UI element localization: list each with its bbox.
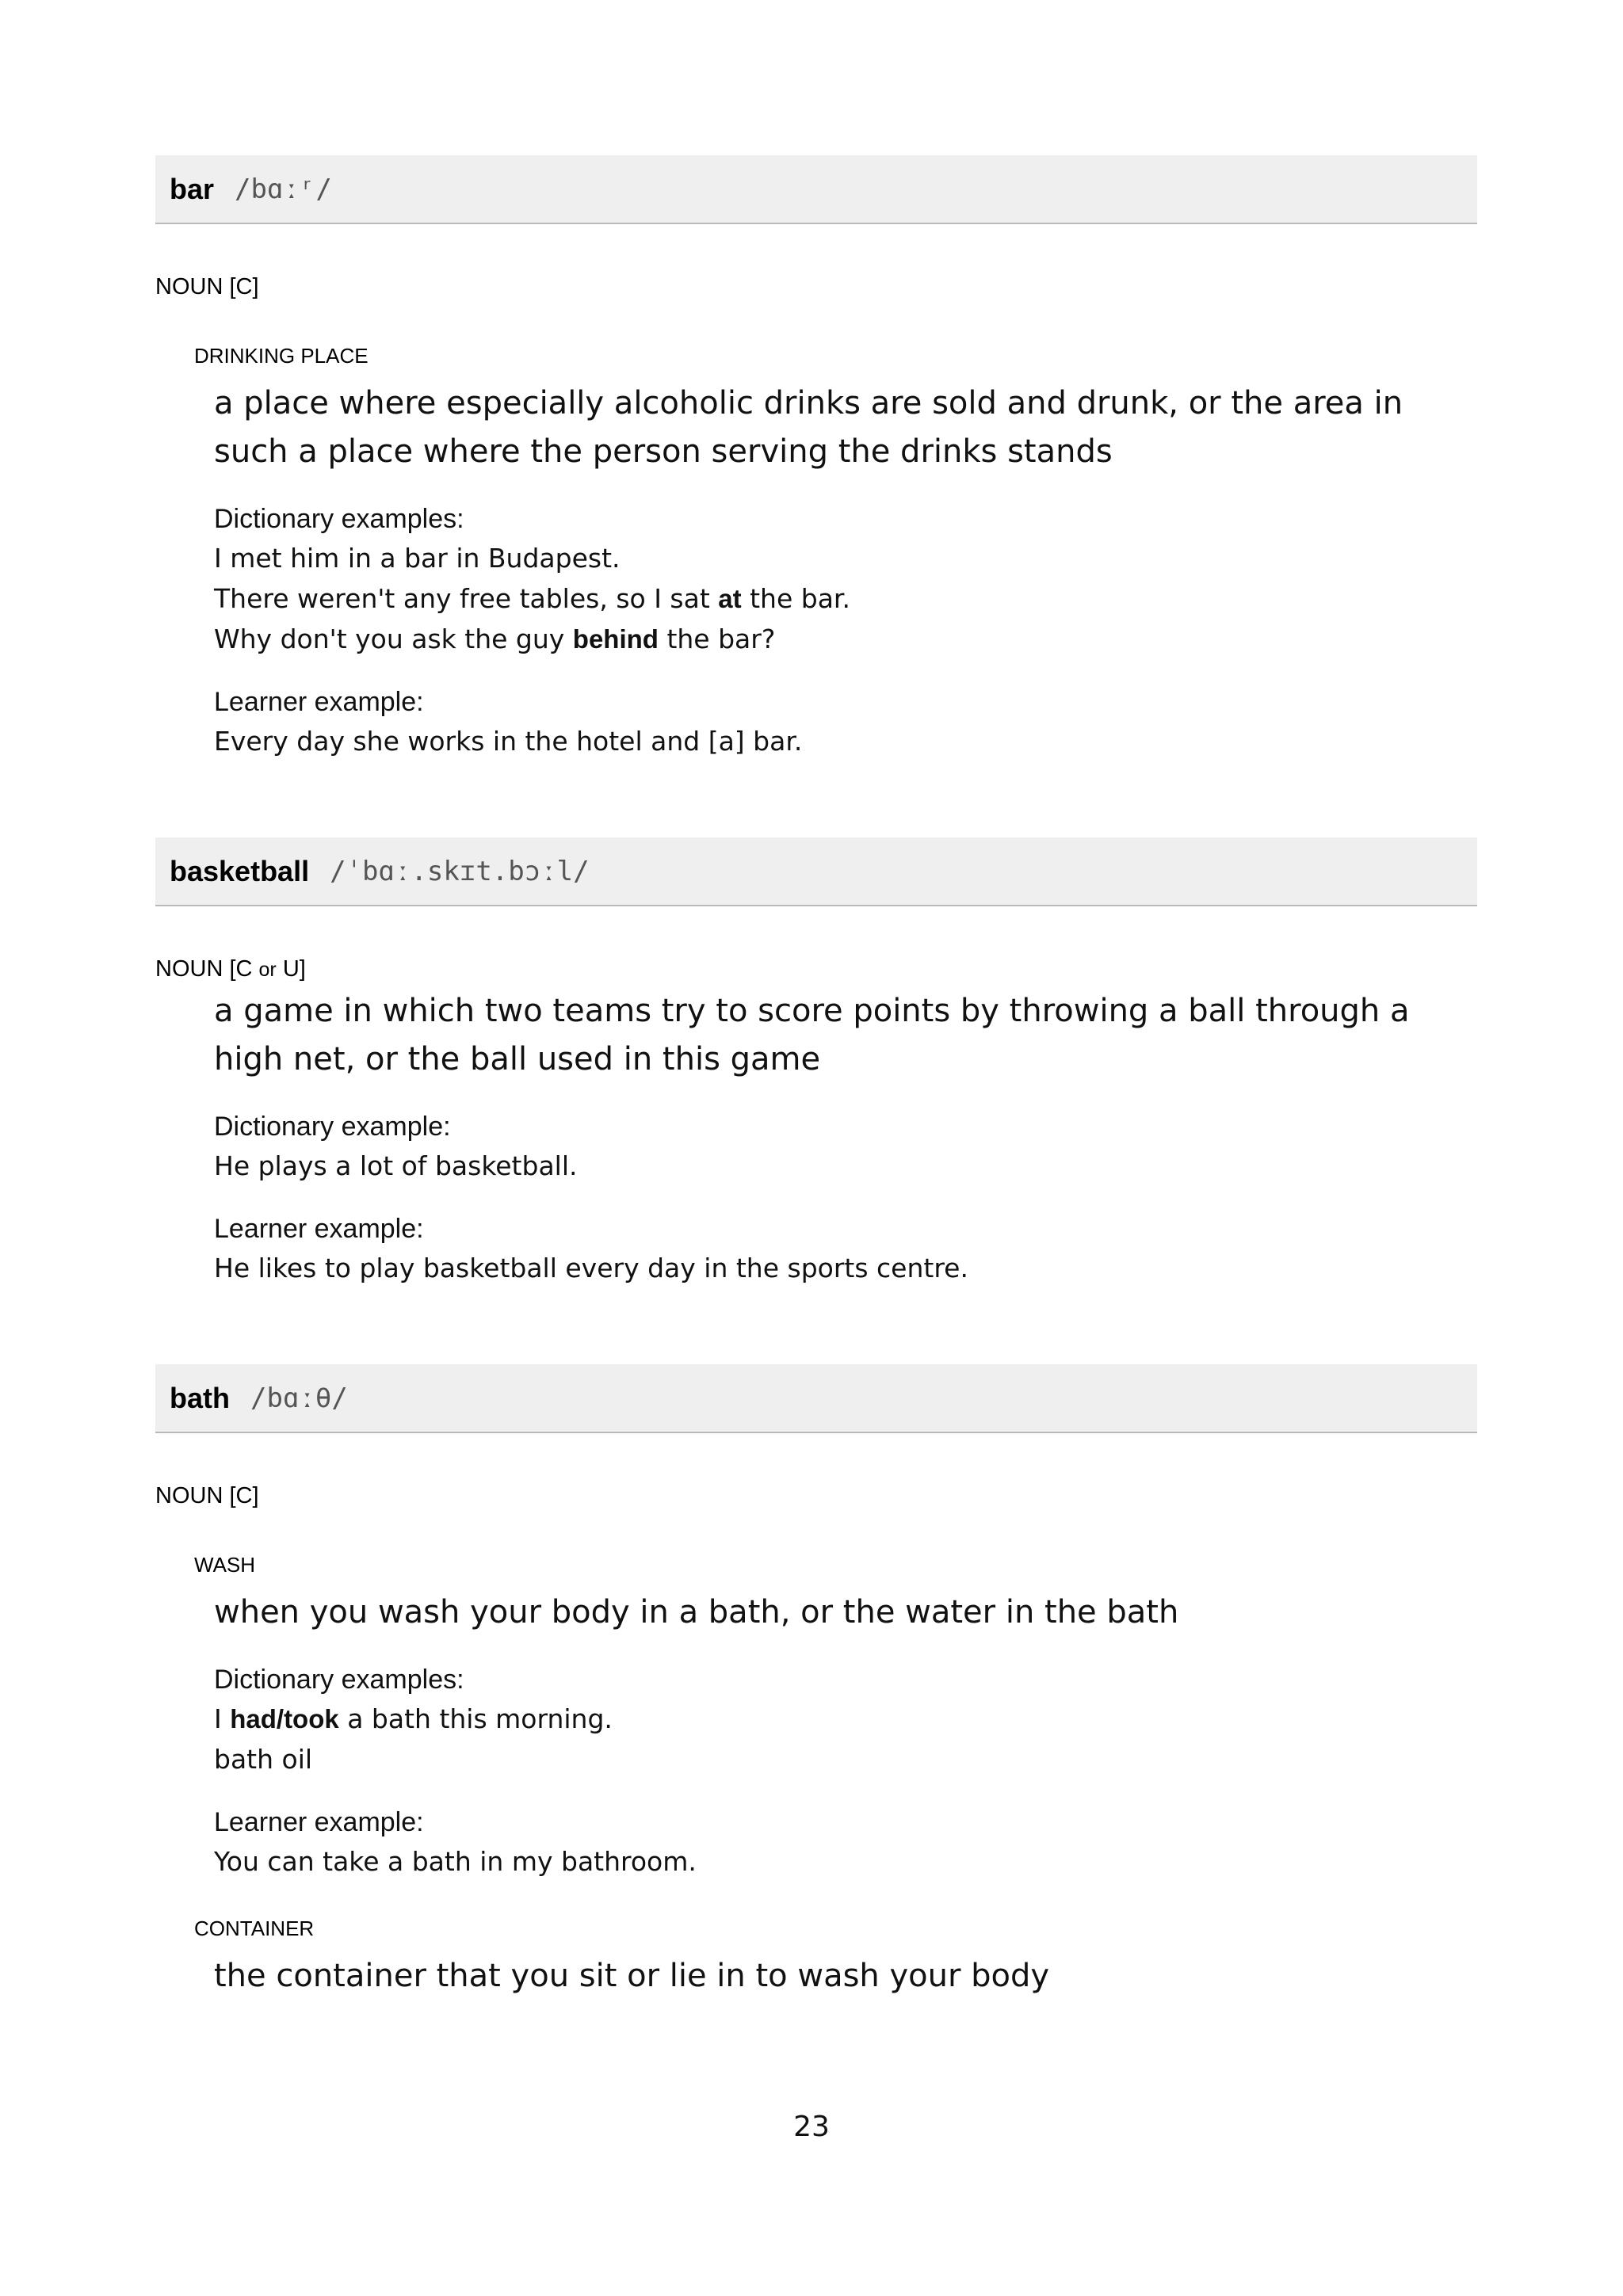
dictionary-example: [214, 619, 1477, 659]
example-keyword: behind: [572, 624, 659, 654]
headword: bath: [170, 1381, 230, 1414]
example-text: I: [214, 1703, 231, 1734]
headword: basketball: [170, 854, 310, 887]
dictionary-example: [214, 538, 1477, 578]
dictionary-page: [155, 155, 1477, 2000]
page-number: 23: [793, 2111, 830, 2143]
dictionary-example: [214, 578, 1477, 619]
entry-bath: [155, 1364, 1477, 2000]
learner-example: You can take a bath in my bathroom.: [214, 1846, 697, 1877]
sense-label: DRINKING PLACE: [194, 344, 369, 368]
dictionary-examples-heading: Dictionary examples:: [214, 504, 464, 534]
dictionary-examples-heading: Dictionary example:: [214, 1112, 451, 1142]
entry-basketball: [155, 837, 1477, 1288]
learner-example: Every day she works in the hotel and [a] bar.: [214, 726, 803, 757]
learner-example-heading: Learner example:: [214, 1214, 424, 1244]
learner-example-heading: Learner example:: [214, 1807, 424, 1837]
learner-example-heading: Learner example:: [214, 687, 424, 717]
pos-label: NOUN: [155, 956, 223, 982]
headword: bar: [170, 172, 215, 205]
grammar-code: [C]: [229, 274, 259, 299]
example-text: bath oil: [214, 1744, 313, 1775]
entry-header: [155, 837, 1477, 906]
definition: the container that you sit or lie in to wash your body: [214, 1958, 1050, 1994]
dictionary-example: [214, 1146, 1477, 1186]
sense-label: CONTAINER: [194, 1917, 315, 1940]
pronunciation: /bɑːʳ/: [235, 173, 332, 205]
definition: a game in which two teams try to score points by throwing a ball through a high net, or the ball used in this game: [214, 993, 1410, 1077]
example-keyword: had/took: [230, 1704, 339, 1733]
grammar-code: [C]: [229, 1483, 259, 1508]
sense-label: WASH: [194, 1553, 256, 1577]
grammar-code: [C: [229, 956, 253, 982]
example-text: the bar.: [741, 583, 850, 614]
dictionary-examples-heading: Dictionary examples:: [214, 1665, 464, 1695]
entry-bar: [155, 155, 1477, 761]
example-text: He plays a lot of basketball.: [214, 1150, 578, 1181]
pos-label: NOUN: [155, 1483, 223, 1508]
grammar-code: U]: [282, 956, 306, 982]
dictionary-example: [214, 1699, 1477, 1739]
example-text: the bar?: [658, 624, 776, 654]
pronunciation: /ˈbɑː.skɪt.bɔːl/: [330, 855, 590, 887]
example-keyword: at: [718, 584, 742, 613]
entry-header: [155, 155, 1477, 224]
pos-label: NOUN: [155, 274, 223, 299]
dictionary-example: [214, 1739, 1477, 1779]
part-of-speech: [155, 956, 1477, 982]
pronunciation: /bɑːθ/: [250, 1382, 348, 1414]
example-text: I met him in a bar in Budapest.: [214, 543, 621, 574]
part-of-speech: [155, 1483, 1477, 1509]
example-text: a bath this morning.: [338, 1703, 613, 1734]
entry-header: [155, 1364, 1477, 1433]
grammar-or: or: [258, 959, 277, 981]
example-text: Why don't you ask the guy: [214, 624, 573, 654]
part-of-speech: [155, 274, 1477, 300]
definition: a place where especially alcoholic drinks are sold and drunk, or the area in such a place where the person serving the drinks stands: [214, 385, 1403, 470]
definition: when you wash your body in a bath, or the water in the bath: [214, 1594, 1179, 1630]
learner-example: He likes to play basketball every day in the sports centre.: [214, 1253, 968, 1283]
example-text: There weren't any free tables, so I sat: [214, 583, 719, 614]
